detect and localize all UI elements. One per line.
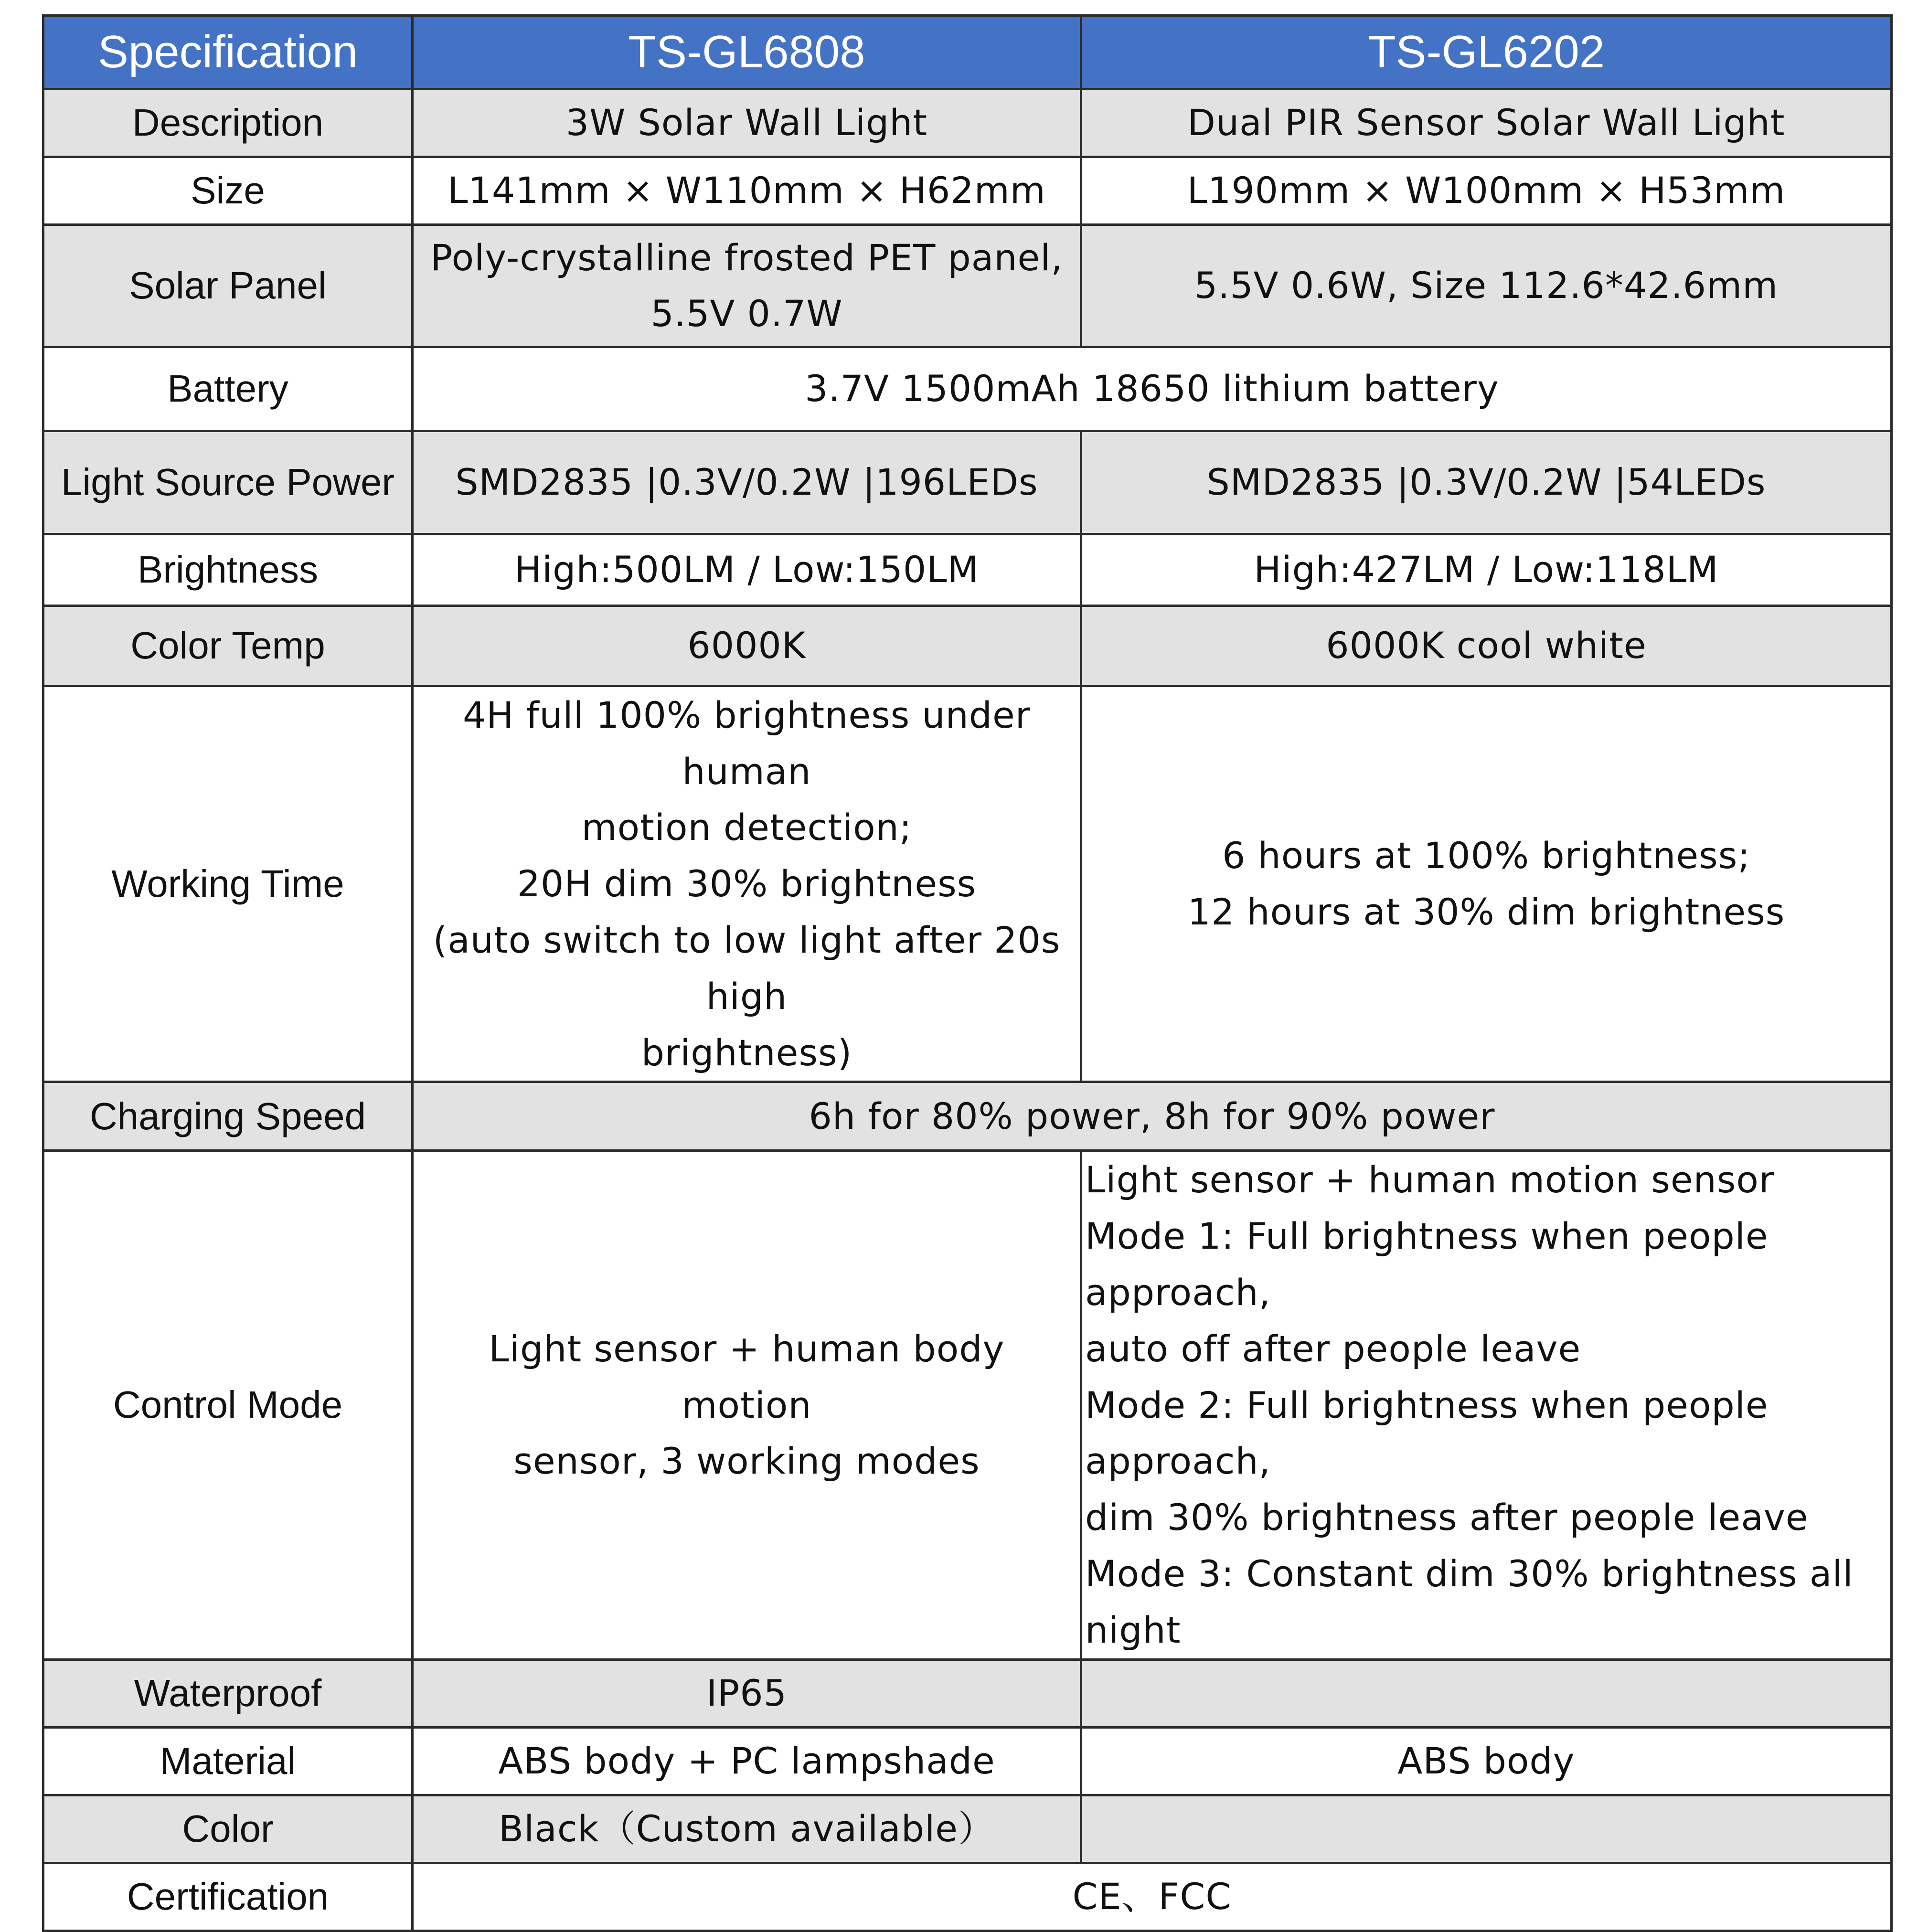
row-material [43, 1727, 1892, 1795]
row-working-time [43, 686, 1892, 1082]
row-label: Material [43, 1727, 413, 1795]
cell-model-b [1081, 1151, 1892, 1659]
row-label: Color [43, 1795, 413, 1863]
cell-line: sensor, 3 working modes [513, 1440, 980, 1483]
cell-line: (auto switch to low light after 20s high [433, 918, 1061, 1018]
row-label: Certification [43, 1863, 413, 1931]
row-label: Battery [43, 347, 413, 431]
row-label: Description [43, 89, 413, 157]
row-label: Brightness [43, 534, 413, 605]
spec-comparison-table [42, 14, 1893, 1932]
cell-line: Mode 3: Constant dim 30% brightness all night [1085, 1552, 1854, 1651]
cell-model-a: SMD2835 |0.3V/0.2W |196LEDs [413, 431, 1081, 534]
cell-both-models: CE、FCC [413, 1863, 1892, 1931]
row-color-temp [43, 605, 1892, 686]
cell-model-b: ABS body [1081, 1727, 1892, 1795]
row-description [43, 89, 1892, 157]
cell-line: motion detection; [581, 806, 912, 849]
cell-line: auto off after people leave [1085, 1327, 1581, 1370]
cell-model-a: IP65 [413, 1659, 1081, 1727]
cell-model-b: High:427LM / Low:118LM [1081, 534, 1892, 605]
cell-line: 12 hours at 30% dim brightness [1187, 891, 1785, 934]
row-waterproof [43, 1659, 1892, 1727]
cell-line: 5.5V 0.7W [650, 292, 843, 335]
cell-line: 20H dim 30% brightness [517, 862, 977, 905]
row-label: Control Mode [43, 1151, 413, 1659]
row-battery [43, 347, 1892, 431]
cell-model-b: SMD2835 |0.3V/0.2W |54LEDs [1081, 431, 1892, 534]
row-label: Color Temp [43, 605, 413, 686]
cell-model-a: L141mm × W110mm × H62mm [413, 157, 1081, 224]
cell-model-a [413, 686, 1081, 1082]
row-label: Waterproof [43, 1659, 413, 1727]
header-specification: Specification [43, 16, 413, 89]
row-light-source-power [43, 431, 1892, 534]
cell-model-a [413, 1151, 1081, 1659]
cell-model-b [1081, 686, 1892, 1082]
cell-model-b: Dual PIR Sensor Solar Wall Light [1081, 89, 1892, 157]
row-color [43, 1795, 1892, 1863]
cell-line: Mode 2: Full brightness when people approach, [1085, 1383, 1769, 1483]
cell-line: Mode 1: Full brightness when people approach, [1085, 1215, 1769, 1314]
cell-both-models: 3.7V 1500mAh 18650 lithium battery [413, 347, 1892, 431]
row-label: Solar Panel [43, 224, 413, 347]
cell-line: 4H full 100% brightness under human [462, 693, 1031, 793]
cell-model-b: L190mm × W100mm × H53mm [1081, 157, 1892, 224]
cell-model-a: ABS body + PC lampshade [413, 1727, 1081, 1795]
cell-model-a: High:500LM / Low:150LM [413, 534, 1081, 605]
cell-line: Light sensor + human motion sensor [1085, 1158, 1775, 1201]
cell-line: Light sensor + human body motion [489, 1327, 1005, 1426]
cell-model-a: Black（Custom available） [413, 1795, 1081, 1863]
row-size [43, 157, 1892, 224]
row-certification [43, 1863, 1892, 1931]
row-label: Working Time [43, 686, 413, 1082]
row-charging-speed [43, 1082, 1892, 1151]
cell-model-a [413, 224, 1081, 347]
cell-line: 6 hours at 100% brightness; [1222, 834, 1750, 877]
header-row [43, 16, 1892, 89]
cell-line: dim 30% brightness after people leave [1085, 1496, 1809, 1539]
cell-model-b [1081, 1795, 1892, 1863]
header-model-b: TS-GL6202 [1081, 16, 1892, 89]
row-label: Charging Speed [43, 1082, 413, 1151]
cell-model-a: 6000K [413, 605, 1081, 686]
cell-line: Poly-crystalline frosted PET panel, [430, 236, 1063, 279]
row-label: Light Source Power [43, 431, 413, 534]
cell-line: brightness) [641, 1031, 852, 1074]
cell-model-b: 5.5V 0.6W, Size 112.6*42.6mm [1081, 224, 1892, 347]
cell-both-models: 6h for 80% power, 8h for 90% power [413, 1082, 1892, 1151]
row-label: Size [43, 157, 413, 224]
cell-model-b [1081, 1659, 1892, 1727]
cell-model-b: 6000K cool white [1081, 605, 1892, 686]
spec-table-container [42, 14, 1890, 1932]
row-control-mode [43, 1151, 1892, 1659]
cell-model-a: 3W Solar Wall Light [413, 89, 1081, 157]
row-solar-panel [43, 224, 1892, 347]
header-model-a: TS-GL6808 [413, 16, 1081, 89]
row-brightness [43, 534, 1892, 605]
